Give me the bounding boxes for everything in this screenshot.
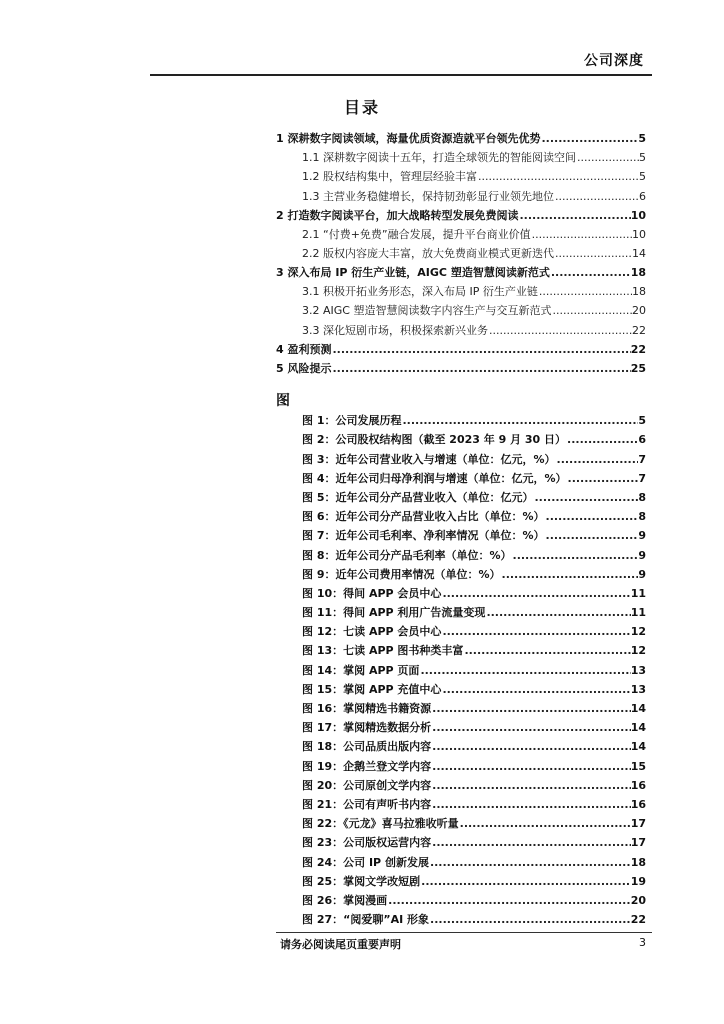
toc-entry-title: 3.1 积极开拓业务形态，深入布局 IP 衍生产业链	[302, 285, 538, 299]
figure-entry-page: 22	[630, 913, 646, 927]
toc-entry-page: 22	[630, 342, 646, 356]
figure-entry-title: 图 16：掌阅精选书籍资源	[302, 702, 432, 715]
figure-entry-page: 11	[630, 606, 646, 620]
figure-entry[interactable]	[302, 504, 646, 523]
figure-entry-page: 14	[630, 702, 646, 715]
figure-entry[interactable]	[302, 888, 646, 907]
figure-entry[interactable]	[302, 638, 646, 657]
leader-dots	[518, 209, 630, 222]
leader-dots	[429, 913, 631, 926]
leader-dots	[431, 740, 631, 753]
figure-entry[interactable]	[302, 619, 646, 638]
leader-dots	[485, 606, 630, 619]
figure-entry-page: 14	[630, 740, 646, 754]
leader-dots	[567, 472, 639, 485]
toc-entry[interactable]	[276, 241, 646, 260]
figure-entry-page: 8	[638, 510, 646, 524]
figure-entry-title: 图 14：掌阅 APP 页面	[302, 663, 420, 677]
toc-entry-title: 1.3 主营业务稳健增长，保持韧劲彰显行业领先地位	[302, 189, 554, 203]
leader-dots	[554, 190, 639, 203]
toc-entry-page: 5	[639, 170, 646, 184]
figure-entry[interactable]	[302, 523, 646, 542]
figure-entry-page: 7	[638, 471, 646, 485]
figure-entry-page: 11	[630, 586, 646, 600]
footer-divider	[276, 932, 652, 933]
leader-dots	[512, 549, 639, 562]
figure-entry[interactable]	[302, 869, 646, 888]
leader-dots	[419, 664, 630, 677]
figure-entry-title: 图 12：七读 APP 会员中心	[302, 625, 442, 639]
figure-entry-title: 图 27：“阅爱聊”AI 形象	[302, 913, 430, 927]
figure-entry[interactable]	[302, 657, 646, 676]
figure-entry-page: 9	[638, 567, 646, 581]
leader-dots	[441, 625, 630, 638]
toc-entry-page: 18	[630, 266, 646, 280]
leader-dots	[431, 836, 631, 849]
figure-entry-page: 5	[638, 414, 646, 428]
toc-entry-page: 25	[630, 361, 646, 375]
figure-entry[interactable]	[302, 466, 646, 485]
figure-entry[interactable]	[302, 408, 646, 427]
header-title: 公司深度	[584, 53, 644, 69]
leader-dots	[420, 875, 631, 888]
toc-entry-title: 3 深入布局 IP 衍生产业链，AIGC 塑造智慧阅读新范式	[276, 266, 550, 280]
figure-entry-title: 图 13：七读 APP 图书种类丰富	[302, 644, 464, 658]
figure-entry-title: 图 7：近年公司毛利率、净利率情况（单位：%）	[302, 529, 545, 543]
toc-entry-title: 3.2 AIGC 塑造智慧阅读数字内容生产与交互新范式	[302, 304, 552, 318]
toc-entry-page: 14	[632, 246, 646, 260]
leader-dots	[441, 587, 630, 600]
toc-entry-title: 2.1 “付费+免费”融合发展，提升平台商业价值	[302, 227, 531, 241]
figure-entry-title: 图 26：掌阅漫画	[302, 893, 388, 907]
figure-entry-title: 图 9：近年公司费用率情况（单位：%）	[302, 567, 501, 581]
figure-entry[interactable]	[302, 811, 646, 830]
figure-entry-page: 15	[630, 759, 646, 773]
toc-entry-page: 20	[632, 304, 646, 318]
figure-entry-page: 18	[630, 855, 646, 869]
leader-dots	[431, 721, 631, 734]
figure-entry-page: 8	[638, 490, 646, 504]
leader-dots	[550, 266, 631, 279]
leader-dots	[431, 779, 631, 792]
toc-entry[interactable]	[276, 145, 646, 164]
toc-entry[interactable]	[276, 126, 646, 145]
toc-entry-page: 18	[632, 285, 646, 299]
figure-entry[interactable]	[302, 677, 646, 696]
figure-entry-page: 7	[638, 452, 646, 466]
toc-entry[interactable]	[276, 337, 646, 356]
figure-entry-title: 图 22：《元龙》喜马拉雅收听量	[302, 817, 459, 831]
leader-dots	[431, 760, 631, 773]
leader-dots	[538, 285, 632, 298]
toc-entry-title: 3.3 深化短剧市场，积极探索新兴业务	[302, 323, 488, 337]
leader-dots	[545, 510, 639, 523]
figure-entry-title: 图 1：公司发展历程	[302, 414, 402, 428]
toc-entry-title: 1.2 股权结构集中，管理层经验丰富	[302, 170, 477, 184]
leader-dots	[551, 304, 632, 317]
header-divider	[150, 74, 652, 76]
toc-entry[interactable]	[276, 298, 646, 317]
figure-entry[interactable]	[302, 753, 646, 772]
figure-entry-title: 图 11：得间 APP 利用广告流量变现	[302, 606, 486, 620]
leader-dots	[554, 247, 632, 260]
toc-entry-page: 10	[630, 208, 646, 222]
leader-dots	[441, 683, 630, 696]
toc-entry[interactable]	[276, 222, 646, 241]
figure-entry-title: 图 5：近年公司分产品营业收入（单位：亿元）	[302, 490, 534, 504]
figure-entry[interactable]	[302, 562, 646, 581]
figure-entry[interactable]	[302, 446, 646, 465]
toc-entry-title: 1 深耕数字阅读领域，海量优质资源造就平台领先优势	[276, 132, 541, 146]
toc-entry-page: 5	[638, 132, 646, 146]
leader-dots	[463, 644, 630, 657]
figure-entry-title: 图 15：掌阅 APP 充值中心	[302, 682, 442, 696]
figure-entry-page: 17	[630, 817, 646, 831]
figure-entry[interactable]	[302, 907, 646, 926]
figure-entry-title: 图 18：公司品质出版内容	[302, 740, 432, 754]
toc-entry-title: 2.2 版权内容庞大丰富，放大免费商业模式更新迭代	[302, 246, 554, 260]
leader-dots	[533, 491, 638, 504]
toc-entry-title: 1.1 深耕数字阅读十五年，打造全球领先的智能阅读空间	[302, 151, 576, 165]
toc-entry-title: 2 打造数字阅读平台，加大战略转型发展免费阅读	[276, 208, 519, 222]
toc-entry[interactable]	[276, 317, 646, 336]
leader-dots	[429, 856, 631, 869]
figure-entry[interactable]	[302, 773, 646, 792]
figure-entry-page: 9	[638, 529, 646, 543]
figure-entry-title: 图 23：公司版权运营内容	[302, 836, 432, 850]
figure-entry-page: 13	[630, 663, 646, 677]
figure-list	[302, 408, 646, 926]
figure-entry[interactable]	[302, 849, 646, 868]
figure-entry-page: 9	[638, 548, 646, 562]
figure-entry[interactable]	[302, 830, 646, 849]
figure-entry-page: 14	[630, 721, 646, 735]
leader-dots	[531, 228, 632, 241]
footer-disclaimer: 请务必阅读尾页重要声明	[280, 938, 401, 951]
leader-dots	[576, 151, 639, 164]
figure-entry[interactable]	[302, 696, 646, 715]
figure-entry-page: 6	[638, 433, 646, 447]
figure-entry-title: 图 19：企鹅兰登文学内容	[302, 759, 432, 773]
leader-dots	[477, 170, 639, 183]
figure-entry[interactable]	[302, 600, 646, 619]
leader-dots	[540, 132, 638, 145]
figure-entry[interactable]	[302, 734, 646, 753]
leader-dots	[387, 894, 631, 907]
page-number: 3	[639, 936, 646, 949]
leader-dots	[401, 414, 638, 427]
figure-entry-title: 图 21：公司有声听书内容	[302, 797, 432, 811]
figure-entry-title: 图 3：近年公司营业收入与增速（单位：亿元，%）	[302, 452, 556, 466]
leader-dots	[556, 453, 639, 466]
figure-entry-title: 图 8：近年公司分产品毛利率（单位：%）	[302, 548, 512, 562]
leader-dots	[331, 343, 630, 356]
leader-dots	[488, 324, 632, 337]
figure-entry[interactable]	[302, 485, 646, 504]
figure-entry-page: 20	[630, 893, 646, 907]
figure-entry-page: 12	[630, 625, 646, 639]
toc-entry[interactable]	[276, 164, 646, 183]
figure-entry-title: 图 4：近年公司归母净利润与增速（单位：亿元，%）	[302, 471, 567, 485]
figure-list-heading: 图	[276, 393, 290, 409]
toc-entry[interactable]	[276, 279, 646, 298]
leader-dots	[545, 529, 639, 542]
leader-dots	[431, 702, 631, 715]
toc-entry[interactable]	[276, 203, 646, 222]
figure-entry[interactable]	[302, 542, 646, 561]
toc-entry-page: 6	[639, 189, 646, 203]
toc-entry[interactable]	[276, 260, 646, 279]
figure-entry-page: 16	[630, 797, 646, 811]
figure-entry-page: 17	[630, 836, 646, 850]
figure-entry-page: 12	[630, 644, 646, 658]
figure-entry-page: 13	[630, 682, 646, 696]
toc-entry[interactable]	[276, 183, 646, 202]
figure-entry-title: 图 10：得间 APP 会员中心	[302, 586, 442, 600]
figure-entry[interactable]	[302, 581, 646, 600]
figure-entry-title: 图 17：掌阅精选数据分析	[302, 721, 432, 735]
figure-entry-title: 图 20：公司原创文学内容	[302, 778, 432, 792]
figure-entry[interactable]	[302, 715, 646, 734]
figure-entry-title: 图 6：近年公司分产品营业收入占比（单位：%）	[302, 510, 545, 524]
figure-entry-title: 图 24：公司 IP 创新发展	[302, 855, 429, 869]
leader-dots	[331, 362, 630, 375]
figure-entry-page: 19	[630, 874, 646, 888]
toc-entry-page: 10	[632, 227, 646, 241]
figure-entry[interactable]	[302, 427, 646, 446]
leader-dots	[431, 798, 631, 811]
figure-entry-title: 图 2：公司股权结构图（截至 2023 年 9 月 30 日）	[302, 433, 567, 447]
table-of-contents	[276, 126, 646, 375]
figure-entry[interactable]	[302, 792, 646, 811]
toc-entry[interactable]	[276, 356, 646, 375]
toc-entry-title: 5 风险提示	[276, 361, 332, 375]
toc-entry-title: 4 盈利预测	[276, 342, 332, 356]
figure-entry-title: 图 25：掌阅文学改短剧	[302, 874, 421, 888]
leader-dots	[566, 433, 638, 446]
figure-entry-page: 16	[630, 778, 646, 792]
toc-heading: 目录	[343, 98, 380, 117]
toc-entry-page: 22	[632, 323, 646, 337]
leader-dots	[459, 817, 631, 830]
leader-dots	[501, 568, 639, 581]
toc-entry-page: 5	[639, 151, 646, 165]
